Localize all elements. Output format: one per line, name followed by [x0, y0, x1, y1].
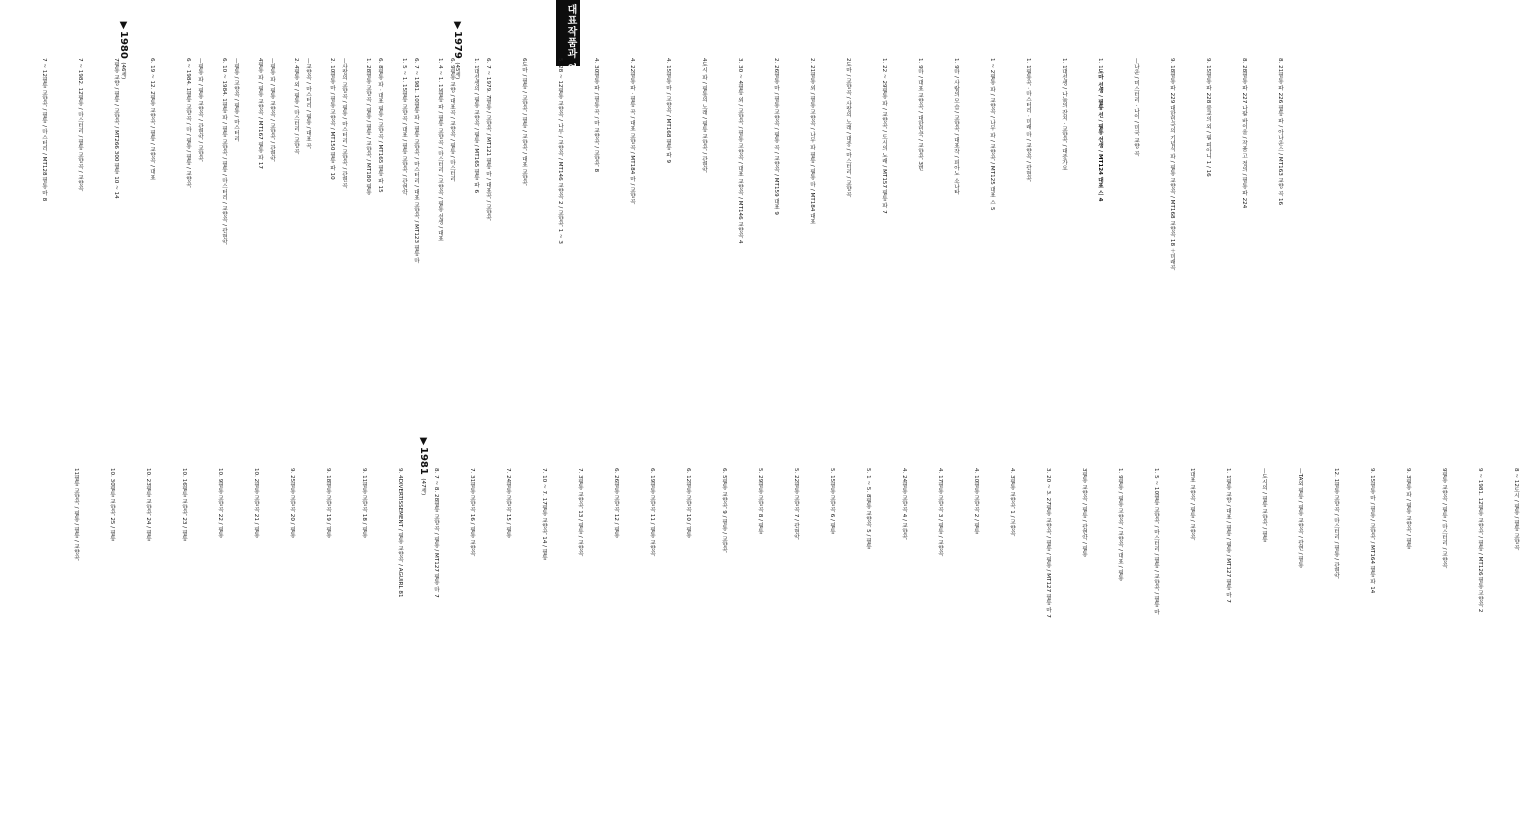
entry-text: 필통 교향곡 24 / 필통: [145, 485, 151, 542]
entry-text: 필통 / 교향곡 / 필통 / 마스터리: [233, 63, 239, 142]
entry-date: 9 ~ 1981. 12: [1477, 468, 1483, 505]
entry-date: 7 ~ 1982. 12: [77, 58, 83, 95]
entry-text: 필통 외 / 필통 / 마스터리 / 교향곡: [293, 68, 299, 154]
entry-date: 1. 9: [917, 58, 923, 69]
timeline-entry: [188, 468, 224, 818]
entry-text: 필통 파 / 교향곡 / 도시의 노래 / MT157 필통 파 7: [881, 87, 887, 214]
entry-date: —: [269, 58, 275, 64]
entry-text: 필통 교향곡 9 / 필통 / 교향곡: [721, 478, 727, 553]
chapter-tab-label: 대표작품과 영화: [565, 4, 576, 86]
timeline-entry: [1212, 58, 1248, 428]
entry-date: 9. 25: [289, 468, 295, 483]
timeline-entry: [1232, 468, 1268, 818]
timeline-entry: [636, 58, 672, 428]
entry-text: 필통 파 / 필통 곡 / 마 교향곡 / 교향곡 8: [593, 72, 599, 173]
entry-text: 필통 교향곡 / 마스터리 / 필통 / 관현악: [1333, 482, 1339, 579]
entry-text: 필통 교향 / 대표곡 / 교향곡 / 필통 / 마스터리: [449, 68, 455, 182]
entry-text: 필통 교향곡 2 / 필통: [973, 482, 979, 534]
entry-text: 나운 / 미스터리 · 나이 / 미국 교향 곡: [1133, 63, 1139, 157]
entry-text: 필통 / 교향곡 / MT121 필통 마 / 대표곡 / 교향곡: [485, 98, 491, 221]
timeline-entry: [1104, 58, 1140, 428]
entry-text: 필통 교향곡 19 / 필통: [325, 482, 331, 538]
entry-date: 12. 1: [1333, 468, 1339, 483]
timeline-entry: [908, 468, 944, 818]
section-subtitle: (47세): [420, 478, 426, 496]
entry-text: 도마 / 교향곡 / 사랑의 노래 / 대중 / 마스터리 / 교향곡: [845, 61, 851, 197]
entry-date: —: [1297, 468, 1303, 474]
entry-text: 필통 파 / 교향곡 / 나무 파 / 교향곡 / MT125 대표 스 5: [989, 73, 995, 211]
entry-text: 필통 교향곡 / 필통 / 필통 / MT127 필통 마 7: [1045, 504, 1051, 618]
section-title: ▼1980: [118, 20, 129, 59]
timeline-entry: [336, 58, 372, 428]
entry-date: 3. 30 ~ 4: [737, 58, 743, 85]
timeline-entry: [692, 468, 728, 818]
entry-text: 필통 마 / 필통 교향곡 / MT150 필통 파 10: [329, 72, 335, 180]
timeline-entry: [300, 58, 336, 428]
entry-date: 5. 28 ~ 12: [557, 58, 563, 88]
timeline-entry: [120, 58, 156, 428]
timeline-entry: [548, 468, 584, 818]
entry-text: 필통 교향곡 / 필통 / 마스터리 / 교향곡: [1441, 471, 1447, 569]
entry-text: 필통 파 228 불교의 외 / 필 피아니 1 / 16: [1205, 72, 1211, 177]
entry-date: —: [305, 58, 311, 64]
entry-text: 필통 / 마스터리 / 필통 교향곡 / 교향곡: [77, 94, 83, 192]
entry-date: 10. 16: [181, 468, 187, 486]
entry-text: 필통 교향곡 / 필통 / MT126 필통 교향곡 2: [1477, 504, 1483, 613]
entry-text: 필통 교향곡 7 / 관현악: [793, 482, 799, 540]
entry-text: 필통 교향곡 / 필통 / 필통 / 교향곡 / MT180 필통: [365, 72, 371, 195]
timeline-entry: [744, 58, 780, 428]
entry-date: 5. 15: [829, 468, 835, 483]
entry-date: 9. 15: [1369, 468, 1375, 483]
entry-date: 11: [73, 468, 79, 476]
timeline-entry: [368, 468, 404, 818]
entry-text: 필통 파 / 필통 교향곡 / 마스터리 / 대표 교향곡 / MT123 필통 마: [413, 101, 419, 264]
timeline-entry: [228, 58, 264, 428]
timeline-entry: [1160, 468, 1196, 818]
entry-date: 1. 1: [1025, 58, 1031, 69]
entry-text: 대선생 / 나눔의 잔치 · 교향곡 / 대중가요: [1061, 68, 1067, 171]
entry-text: 도마 선생 / 필통 선 / 필통 선생 / MT124 대표 스 4: [1097, 68, 1103, 202]
entry-date: 10. 2: [253, 468, 259, 483]
timeline-entry: [836, 468, 872, 818]
timeline-entry: [44, 468, 80, 818]
section-title: ▼1981: [418, 436, 429, 475]
entry-date: —: [1261, 468, 1267, 474]
entry-date: 9. 3: [1405, 468, 1411, 479]
entry-date: 1. 1: [1097, 58, 1103, 69]
entry-text: 필통 교향곡 6 / 필통: [829, 482, 835, 534]
timeline-entry: [1412, 468, 1448, 818]
timeline-entry: [656, 468, 692, 818]
timeline-entry: [816, 58, 852, 428]
entry-date: 9. 18: [1169, 58, 1175, 73]
timeline-entry: [708, 58, 744, 428]
entry-date: 1: [1189, 468, 1195, 472]
entry-date: 2. 21: [809, 58, 815, 73]
entry-date: 6 ~ 1984. 1: [185, 58, 191, 92]
entry-date: 6. 19 ~ 12. 2: [149, 58, 155, 95]
entry-text: 필통 파 / 필통 교향곡 / 관현악 / 교향곡: [197, 63, 203, 162]
entry-text: 필통 교향곡 / 나무 / 교향곡 / MT146 교향곡 2 / 교향곡 1 ~ 3: [557, 87, 563, 244]
entry-text: 필통 교향곡 18 / 필통: [361, 482, 367, 538]
entry-date: 6. 8: [377, 58, 383, 69]
entry-date: 10. 9: [217, 468, 223, 483]
entry-date: 9. 11: [361, 468, 367, 483]
entry-date: 2. 26: [773, 58, 779, 73]
entry-text: 필통 교향곡 13 / 필통 / 교향곡: [577, 478, 583, 557]
entry-text: 대선생의 / 필통 교향곡 / 필통 / MT165 필통 파 6: [473, 68, 479, 194]
timeline-entry: [84, 58, 120, 428]
timeline-entry: [1176, 58, 1212, 428]
timeline-entry: [600, 58, 636, 428]
timeline-entry: [1088, 468, 1124, 818]
entry-text: 교향곡 / 마스터리 / 필통 / 대표 곡: [305, 63, 311, 149]
section-subtitle: (46세): [120, 62, 126, 80]
entry-text: 필통 교향 / 필통 / 교향곡 / MT266 300 필통 10 ~ 14: [113, 61, 119, 199]
entry-date: 7. 31: [469, 468, 475, 483]
entry-date: 1. 9: [953, 58, 959, 69]
entry-date: 7 ~ 12: [41, 58, 47, 77]
entry-date: 1. 9: [1117, 468, 1123, 479]
timeline-entry: [192, 58, 228, 428]
entry-date: 6. 7 ~ 1979. 7: [485, 58, 491, 99]
entry-date: 7: [113, 58, 119, 62]
timeline-entry: [1484, 468, 1520, 818]
entry-date: 3. 20 ~ 3. 27: [1045, 468, 1051, 505]
entry-date: 1. 22 ~ 29: [881, 58, 887, 88]
entry-text: 필통 마 / 필통 교향곡 / 필통 곡 / 교향곡 / MT159 대표 9: [773, 72, 779, 215]
entry-text: 필통 파 · 대표 필통 / 교향곡 / MT165 필통 파 15: [377, 68, 383, 193]
entry-text: 필통 외 / 필통 교향곡 / 나무 파 필통 / 필통 마 / MT184 대표: [809, 72, 815, 225]
entry-date: 9. 18: [325, 468, 331, 483]
entry-date: 4: [257, 58, 263, 62]
timeline-entry: [260, 468, 296, 818]
entry-date: 5. 1 ~ 5. 8: [865, 468, 871, 498]
timeline-entry: [512, 468, 548, 818]
entry-text: 필통 교향곡 23 / 필통: [181, 485, 187, 542]
entry-date: —: [1133, 58, 1139, 64]
timeline-entry: [924, 58, 960, 428]
entry-date: —: [233, 58, 239, 64]
timeline-entry: [528, 58, 564, 428]
entries-1980: [12, 58, 480, 428]
entry-text: 필통 교향곡 8 / 필통: [757, 482, 763, 534]
entry-date: —: [197, 58, 203, 64]
timeline-entry: [944, 468, 980, 818]
entry-text: 필통 마 / 필통 / 교향곡 / MT164 필통 파 14: [1369, 482, 1375, 594]
timeline-entry: [1340, 468, 1376, 818]
entry-text: 대표 교향곡 / 필통 / 교향곡: [1189, 471, 1195, 541]
entry-date: 9: [1441, 468, 1447, 472]
timeline-entry: [800, 468, 836, 818]
timeline-entry: [584, 468, 620, 818]
section-title: ▼1979: [452, 20, 463, 59]
entry-text: 필통 교향곡 16 / 필통 교향곡: [469, 482, 475, 557]
entry-date: 9. 15: [1205, 58, 1211, 73]
entry-text: 필통 교향곡 14 / 필통: [541, 504, 547, 561]
entry-date: 2: [845, 58, 851, 62]
entry-text: 필통 교향곡 11 / 필통 교향곡: [649, 482, 655, 557]
timeline-entry: [476, 468, 512, 818]
entry-date: 6. 9: [449, 58, 455, 69]
entry-text: 필통 파 / 필통 교향곡 / 필통 / 마스터리 / 교향곡 / 관현악: [221, 101, 227, 245]
entry-date: 4. 22: [629, 58, 635, 73]
entry-text: DIVERTISSEMENT / 필통 교향곡 / AGUIRL 81: [397, 478, 403, 598]
timeline-entry: [996, 58, 1032, 428]
entry-text: 필통 파 226 필통 파 / 아나운스 / MT163 교향 곡 16: [1277, 72, 1283, 206]
timeline-entry: [1376, 468, 1412, 818]
timeline-entry: [1032, 58, 1068, 428]
timeline-entry: [960, 58, 996, 428]
entry-date: 5. 29: [757, 468, 763, 483]
entry-text: 필통 교향곡 20 / 필통: [289, 482, 295, 538]
timeline-entry: [116, 468, 152, 818]
timeline-entry: [1052, 468, 1088, 818]
entry-text: 필통 교향곡 10 / 필통: [685, 482, 691, 538]
entry-text: 마 / 사람의 모습 / 교향곡 / 대표작 / 피아노 소나타: [953, 68, 959, 195]
entry-text: 필통 교향곡 / 대표 / 필통 교향곡 / 관현악: [401, 91, 407, 196]
timeline-entry: [980, 468, 1016, 818]
entry-date: 1 ~ 2: [989, 58, 995, 74]
entry-text: 필통 교향곡 3 / 필통 / 교향곡: [937, 482, 943, 557]
entry-text: 필통 교향곡 21 / 필통: [253, 482, 259, 538]
entry-date: 6. 19: [649, 468, 655, 483]
entry-text: 도시 파 / 필통의 노래 / 필통 교향곡 / 관현악: [701, 61, 707, 173]
timeline-entry: [852, 58, 888, 428]
entry-date: 6: [521, 58, 527, 62]
entry-date: 2. 4: [293, 58, 299, 69]
entry-date: 6. 12: [685, 468, 691, 483]
entry-text: 필통 교향곡 12 / 필통: [613, 482, 619, 538]
timeline-entry: [1304, 468, 1340, 818]
timeline-entry: [372, 58, 408, 428]
entry-date: —: [341, 58, 347, 64]
timeline-entry: [332, 468, 368, 818]
timeline-entry: [12, 58, 48, 428]
timeline-entry: [728, 468, 764, 818]
entry-date: 4. 30: [593, 58, 599, 73]
timeline-entry: [408, 58, 444, 428]
entry-text: 필통 교향곡 5 / 필통: [865, 497, 871, 550]
timeline-entry: [1196, 468, 1232, 818]
entry-date: 4. 24: [901, 468, 907, 483]
entry-text: 필통 파 229 대한민국의 기념식 파 / 필통 교향곡 / MT168 교향곡 18 ＋미래곡: [1169, 72, 1175, 271]
entry-text: 필통 교향곡 / 마스터리 / 필통 / 교향곡 / 필통 마: [1153, 494, 1159, 615]
entry-text: 사랑의 교향곡 / 필통 / 마스터리 / 교향곡 / 관현곡: [341, 63, 347, 188]
entry-date: 8 ~ 12: [1513, 468, 1519, 487]
timeline-entry: [440, 468, 476, 818]
timeline-entry: [264, 58, 300, 428]
timeline-entry: [152, 468, 188, 818]
entry-text: 필통 교향곡 22 / 필통: [217, 482, 223, 538]
entry-date: 4. 15: [665, 58, 671, 73]
entry-date: 6. 10 ~ 1984. 1: [221, 58, 227, 102]
timeline-entry: [1068, 58, 1104, 428]
entry-text: 필통 교향곡 / 필통 / 교향곡 / 대표: [149, 94, 155, 181]
timeline-entry: [296, 468, 332, 818]
entry-text: 필통 외 / 교향곡 / 필통 교향곡 / 대표 교향곡 / MT146 교향곡 4: [737, 84, 743, 244]
entry-date: 7. 3: [577, 468, 583, 479]
timeline-entry: [620, 468, 656, 818]
timeline-entry: [80, 468, 116, 818]
entry-date: 4. 17: [937, 468, 943, 483]
entry-date: 1. 1: [473, 58, 479, 69]
entry-date: 1. 5 ~ 1. 15: [401, 58, 407, 92]
timeline-entry: [404, 468, 440, 818]
entry-text: 도시 / 필통 / 필통 교향곡: [1513, 486, 1519, 550]
entry-date: 10. 30: [109, 468, 115, 486]
entry-text: 필통 파 / 필통 교향곡 / 마스터리 / 교향곡 / 필통 선생 / 대표: [437, 91, 443, 242]
entry-date: 7. 10 ~ 7. 17: [541, 468, 547, 505]
timeline-entry: [672, 58, 708, 428]
entry-text: 필통 마 / 교향곡 / MT168 필통 파 9: [665, 72, 671, 164]
entry-text: 필통 교향곡 / 필통 / 관현악 / 필통: [1081, 471, 1087, 557]
timeline-entry: [872, 468, 908, 818]
entry-text: 마 / 대표 교향곡 / 대한민국 / 교향곡 3번: [917, 68, 923, 171]
entry-text: 필통 / 필통 교향곡 / 교향곡 / 대표 / 필통: [1117, 478, 1123, 581]
entry-date: 7. 24: [505, 468, 511, 483]
entry-date: 8. 7 ~ 8. 28: [433, 468, 439, 502]
entry-date: 3: [1081, 468, 1087, 472]
entry-text: 필통 파 / 필통 교향곡 / MT167 필통 파 17: [257, 61, 263, 169]
entry-text: 도마 / 필통 / 교향곡 / 필통 / 교향곡 / 대표 교향곡: [521, 61, 527, 186]
entry-date: 10. 23: [145, 468, 151, 486]
entry-date: 8. 28: [1241, 58, 1247, 73]
entry-text: 필통곡 · 마스터리 · 미래 마 / 교향곡 / 관현곡: [1025, 68, 1031, 182]
entry-text: 필통 교향곡 4 / 교향곡: [901, 482, 907, 540]
entries-1981: [44, 468, 1520, 818]
timeline-entry: [564, 58, 600, 428]
entry-text: 필통 교향곡 1 / 교향곡: [1009, 478, 1015, 537]
entry-text: 필통 교향곡 25 / 필통: [109, 485, 115, 542]
timeline-entry: [492, 58, 528, 428]
entry-date: 8. 21: [1277, 58, 1283, 73]
entry-date: 1. 1: [1225, 468, 1231, 479]
timeline-entry: [1016, 468, 1052, 818]
entry-text: 필통 파 / 필통 교향곡 / 필통: [1405, 478, 1411, 550]
entry-text: 도시의 / 필통 교향곡 / 필통: [1261, 473, 1267, 543]
timeline-entry: [224, 468, 260, 818]
entry-text: 필통 교향곡 15 / 필통: [505, 482, 511, 538]
timeline-entry: [444, 58, 480, 428]
entry-date: 1. 4 ~ 1. 13: [437, 58, 443, 92]
entry-date: 1. 28: [365, 58, 371, 73]
entry-text: 필통 교향곡 / 필통 / 필통 / 교향곡: [73, 475, 79, 561]
entry-date: 6. 26: [613, 468, 619, 483]
entry-text: 필통 교향곡 / 필통 / 마스터리 / MT128 필통 마 8: [41, 76, 47, 202]
entry-date: 4. 10: [973, 468, 979, 483]
timeline-entry: [48, 58, 84, 428]
entry-text: 필통 교향곡 / 마 / 필통 / 필통 / 교향곡: [185, 91, 191, 188]
entry-date: 9. 4: [397, 468, 403, 479]
entry-date: 5. 22: [793, 468, 799, 483]
entry-text: 필통 교향 / 대표 / 필통 / 필통 / MT127 필통 마 7: [1225, 478, 1231, 603]
entry-text: 필통 파 / 필통 교향곡 / 교향곡 / 관현악: [269, 63, 275, 162]
section-subtitle: (45세): [454, 62, 460, 80]
entry-date: 4. 3: [1009, 468, 1015, 479]
entry-date: 6. 7 ~ 1981. 10: [413, 58, 419, 102]
timeline-entry: [780, 58, 816, 428]
entry-text: 필통 파 227 나팔 바이올 / 작품 고 정의 / 필통 파 224: [1241, 72, 1247, 209]
timeline-entry: [156, 58, 192, 428]
entry-text: 필통 교향곡 / 필통 / MT127 필통 마 7: [433, 501, 439, 598]
timeline-entry: [888, 58, 924, 428]
entry-date: 4: [701, 58, 707, 62]
timeline-entry: [764, 468, 800, 818]
entry-text: TA외 필통 / 필통 교향곡 / 관현 / 필통: [1297, 473, 1303, 568]
entry-text: 필통 파 · 필통 곡 / 대표 교향곡 / MT184 마 / 교향곡: [629, 72, 635, 204]
timeline-entry: [1248, 58, 1284, 428]
entry-date: 2. 10: [329, 58, 335, 73]
entry-date: 1. 5 ~ 10: [1153, 468, 1159, 495]
timeline-entry: [1124, 468, 1160, 818]
timeline-entry: [1268, 468, 1304, 818]
entry-date: 1. 1: [1061, 58, 1067, 69]
entry-date: 6. 5: [721, 468, 727, 479]
timeline-entry: [1140, 58, 1176, 428]
timeline-entry: [1448, 468, 1484, 818]
